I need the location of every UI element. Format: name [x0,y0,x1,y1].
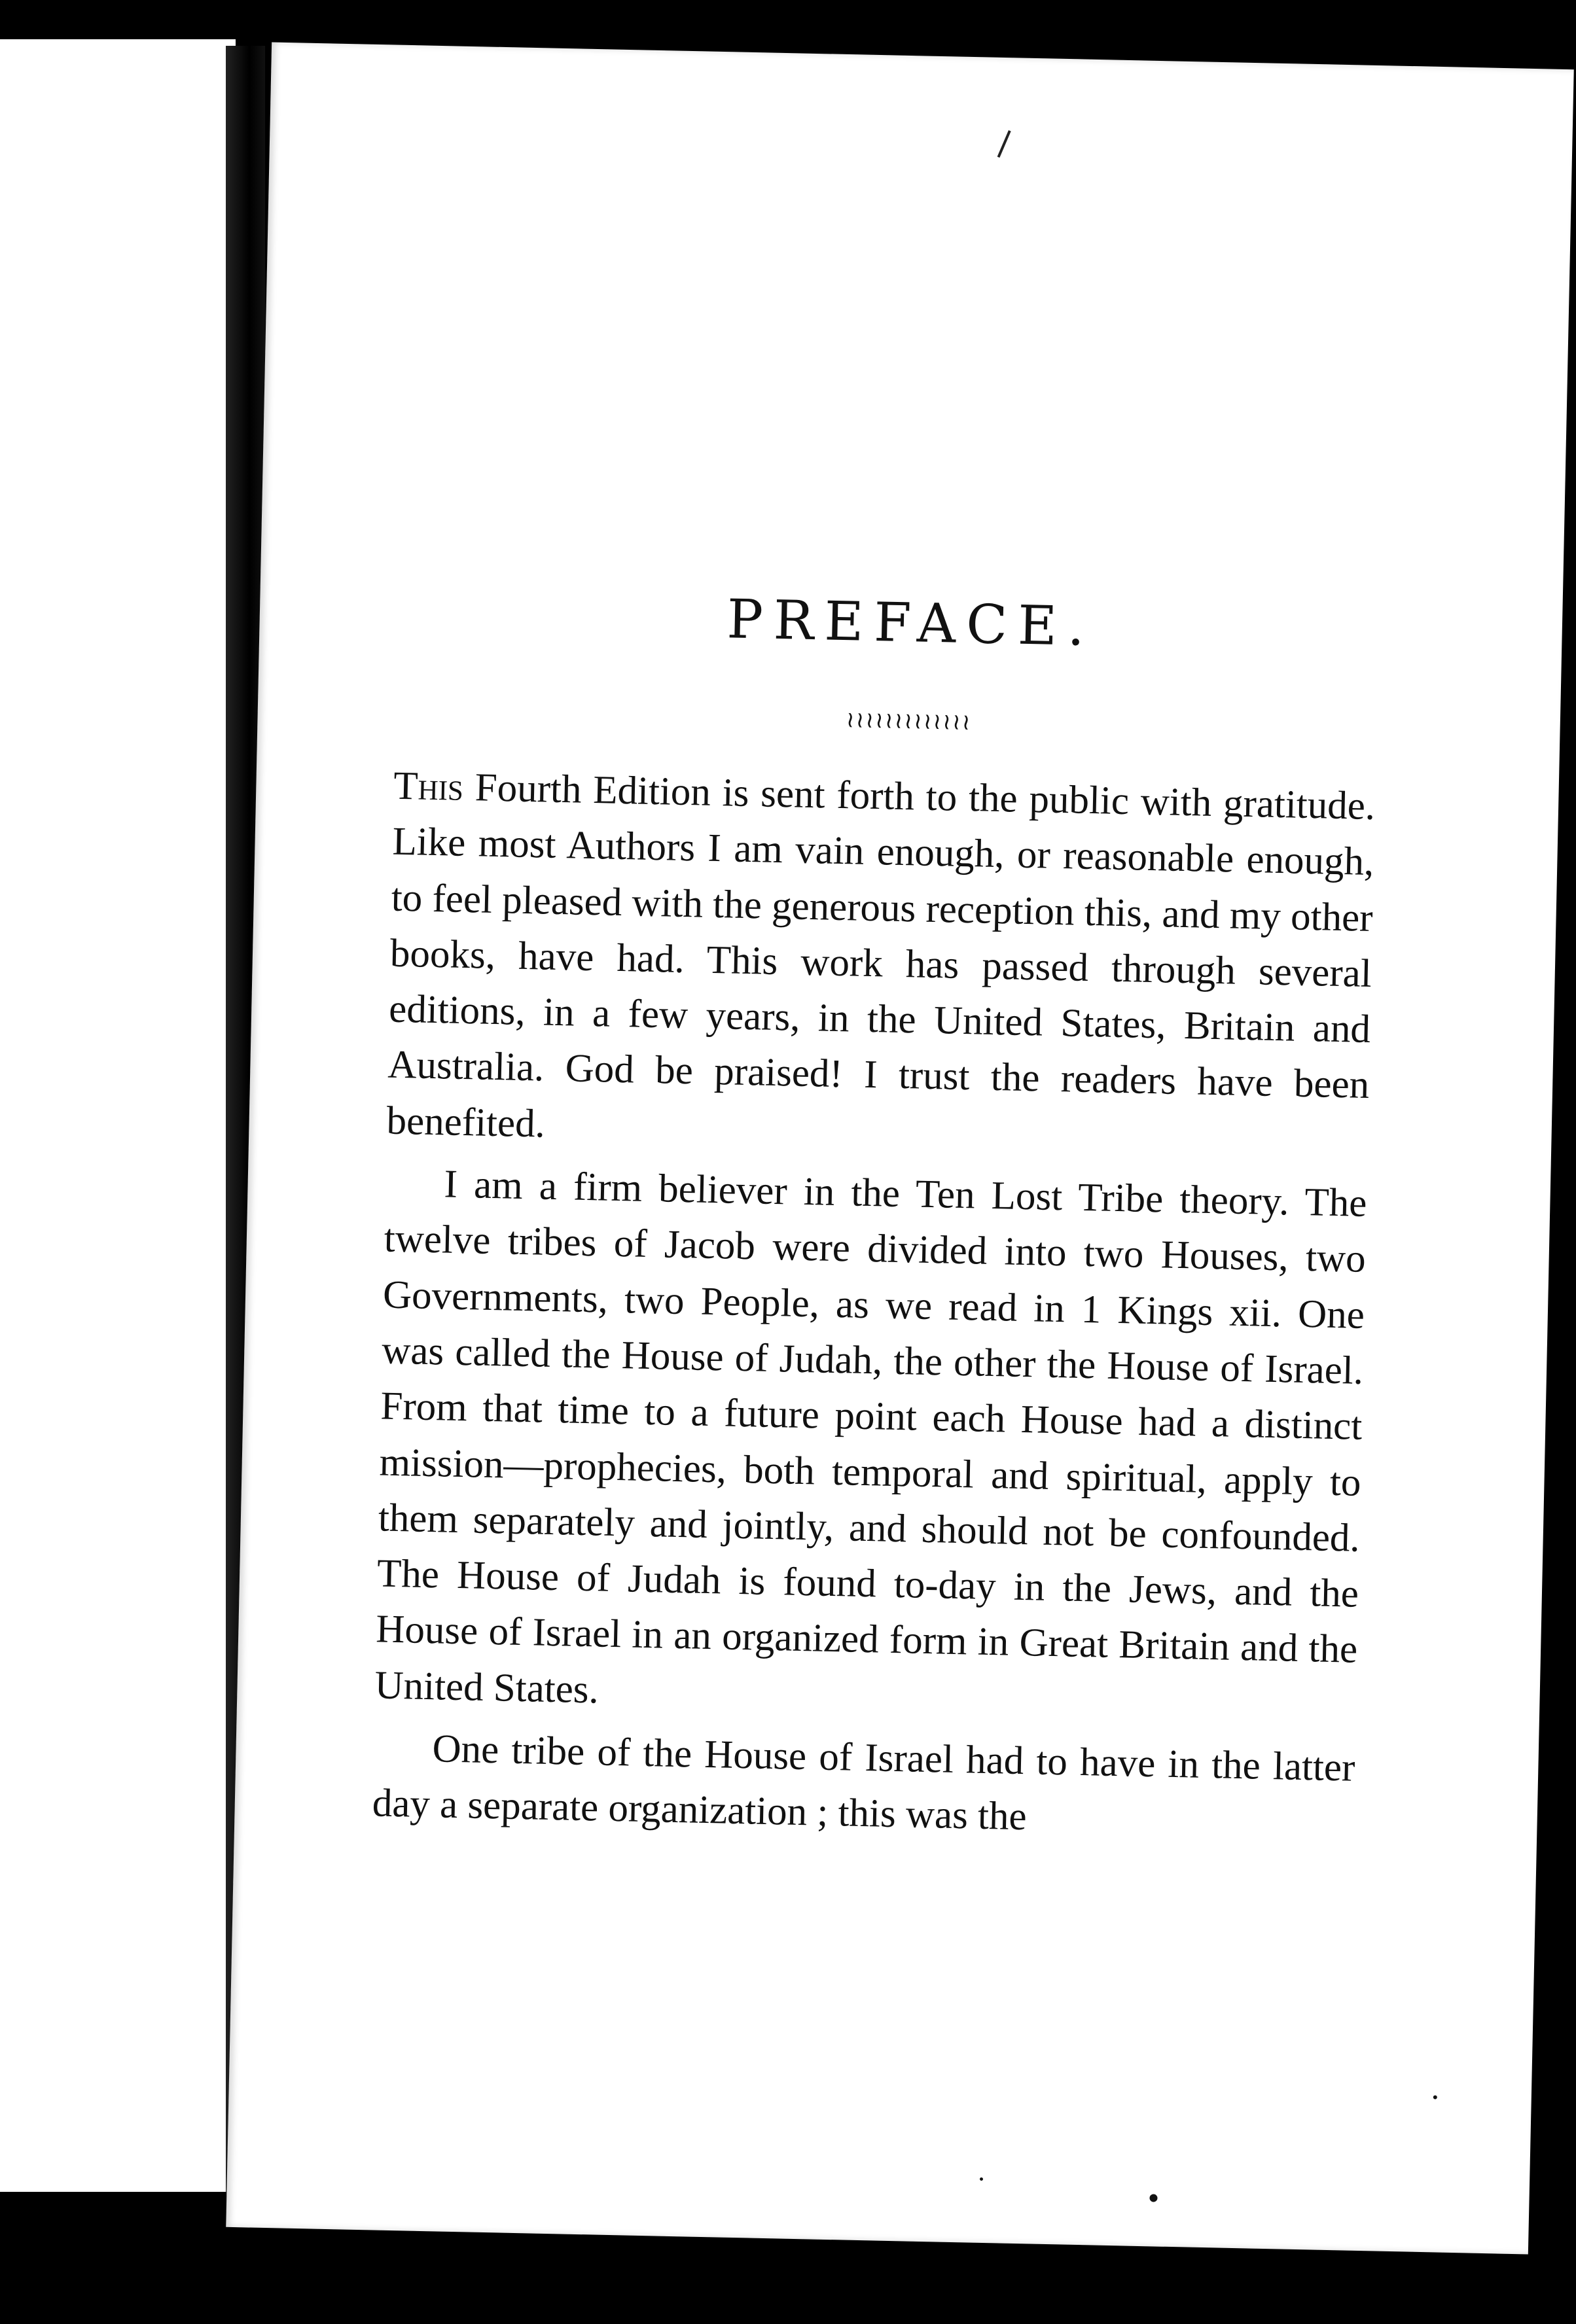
page-title: PREFACE. [726,588,1096,659]
page-mark [997,130,1011,158]
book-page [226,43,1574,2255]
ink-speck [1433,2095,1437,2099]
paragraph-2: I am a firm believer in the Ten Lost Tribe theory. The twelve tribes of Jacob were divided into two Houses, two Governments, two People, as we read in 1 Kings xii. One was called the House of Judah, the other the House of Israel. From that time to a future point each House had a distinct mission—prophecies, both temporal and spiritual, apply to them separately and jointly, and should not be confounded. The House of Judah is found to-day in the Jews, and the House of Israel in an organized form in Great Britain and the United States. [374,1162,1368,1712]
facing-page-edge [0,39,236,2192]
preface-body [372,758,1376,1859]
paragraph-3: One tribe of the House of Israel had to have in the latter day a separate organization ; this was the [372,1727,1356,1839]
lead-small-caps: This [393,764,464,809]
ink-speck [1149,2194,1157,2202]
paragraph-1-text: Fourth Edition is sent forth to the public with gratitude. Like most Authors I am vain enough, or reasonable enough, to feel pleased with the generous reception this, and my other books, have had. This work has passed through several editions, in a few years, in the United States, Britain and Australia. God be praised! I trust the readers have been benefited. [386,765,1376,1146]
title-ornament: ≀≀≀≀≀≀≀≀≀≀≀≀≀ [846,707,972,736]
paragraph-1 [386,758,1376,1169]
ink-speck [980,2177,983,2181]
